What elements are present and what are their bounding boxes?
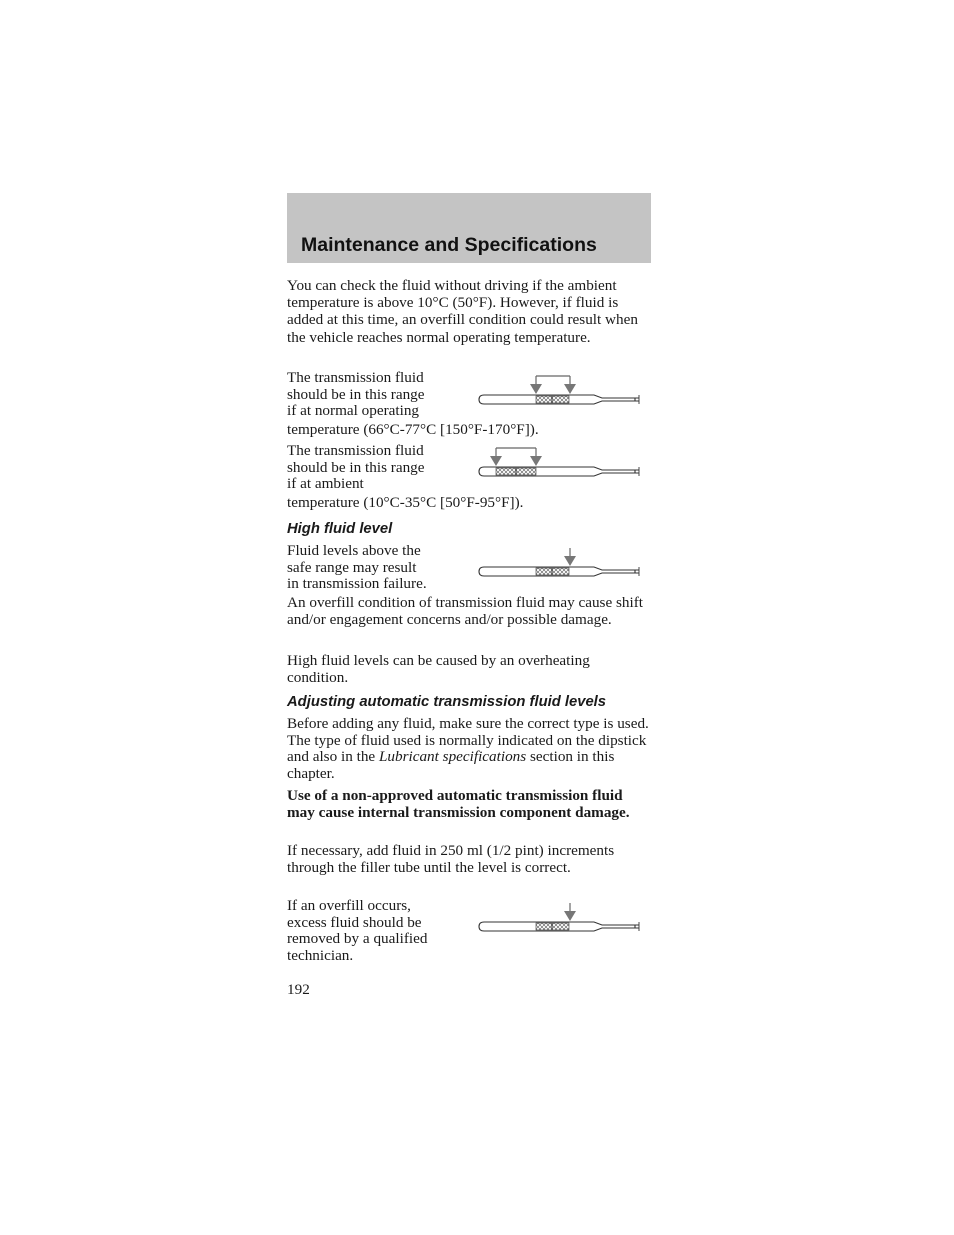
overfill-removal-text: If an overfill occurs, excess fluid should be removed by a qualified technician. xyxy=(287,897,428,964)
normal-range-text: The transmission fluid should be in this range if at normal operating xyxy=(287,369,425,420)
fluid-type-paragraph: Before adding any fluid, make sure the correct type is used. The type of fluid used is normally indicated on the dipstick and also in the Lubricant specifications section in this chapter. xyxy=(287,715,649,782)
overfill-paragraph: An overfill condition of transmission fluid may cause shift and/or engagement concerns and/or possible damage. xyxy=(287,594,644,629)
overheating-paragraph: High fluid levels can be caused by an overheating condition. xyxy=(287,652,590,687)
normal-range-last-line: temperature (66°C-77°C [150°F-170°F]). xyxy=(287,421,539,438)
dipstick-high-level-illustration xyxy=(476,546,646,590)
add-fluid-paragraph: If necessary, add fluid in 250 ml (1/2 pint) increments through the filler tube until the level is correct. xyxy=(287,842,615,876)
page-title: Maintenance and Specifications xyxy=(301,234,597,256)
ambient-range-text: The transmission fluid should be in this range if at ambient xyxy=(287,442,425,493)
dipstick-ambient-range-illustration xyxy=(476,446,646,490)
dipstick-overfill-illustration xyxy=(476,901,646,945)
high-fluid-level-heading: High fluid level xyxy=(287,521,393,537)
warning-paragraph: Use of a non-approved automatic transmission fluid may cause internal transmission component damage. xyxy=(287,787,630,821)
intro-paragraph: You can check the fluid without driving if the ambient temperature is above 10°C (50°F). However, if fluid is added at this time, an overfill condition could result when the vehicle reaches normal operating temperature. xyxy=(287,277,638,346)
dipstick-hot-range-illustration xyxy=(476,374,646,418)
section-header xyxy=(287,193,651,263)
page-number: 192 xyxy=(287,981,310,998)
adjusting-fluid-heading: Adjusting automatic transmission fluid levels xyxy=(287,694,607,710)
ambient-range-last-line: temperature (10°C-35°C [50°F-95°F]). xyxy=(287,494,524,511)
high-level-text: Fluid levels above the safe range may result in transmission failure. xyxy=(287,542,427,593)
